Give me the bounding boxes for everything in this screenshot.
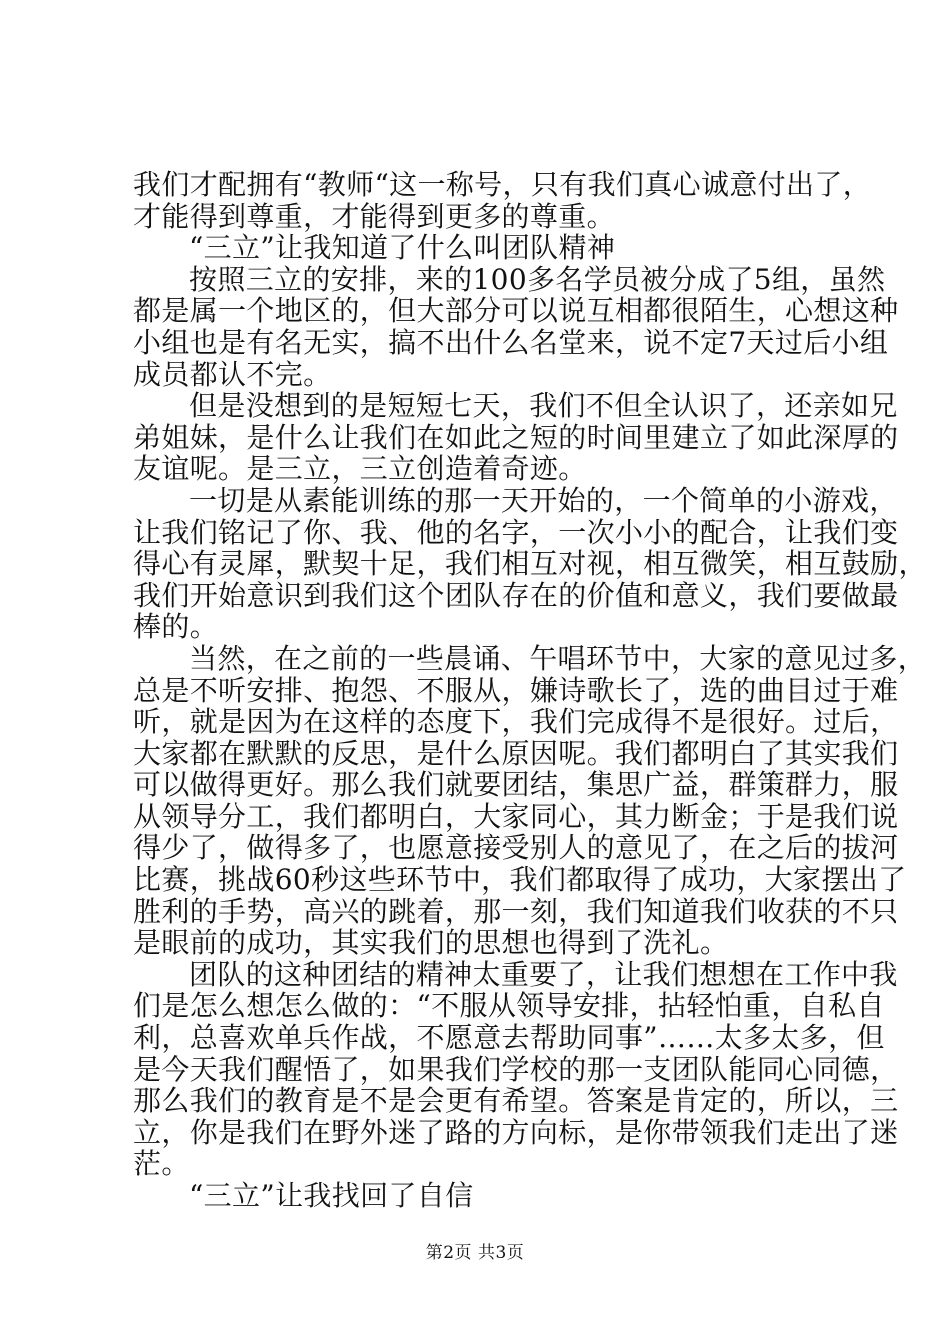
text-line: 是今天我们醒悟了，如果我们学校的那一支团队能同心同德，: [133, 1052, 899, 1086]
paragraph-first-line: “三立”让我找回了自信: [189, 1179, 474, 1212]
text-line: 我们才配拥有“教师“这一称号，只有我们真心诚意付出了，: [133, 168, 872, 201]
text-line: 比赛，挑战60秒这些环节中，我们都取得了成功，大家摆出了: [133, 863, 907, 897]
paragraph-first-line: 但是没想到的是短短七天，我们不但全认识了，还亲如兄: [189, 389, 898, 423]
paragraph-first-line: 团队的这种团结的精神太重要了，让我们想想在工作中我: [189, 957, 898, 991]
text-line: 可以做得更好。那么我们就要团结，集思广益，群策群力，服: [133, 768, 899, 802]
text-line: 弟姐妹，是什么让我们在如此之短的时间里建立了如此深厚的: [133, 420, 899, 454]
text-line: 都是属一个地区的，但大部分可以说互相都很陌生，心想这种: [133, 294, 899, 328]
page-footer: [0, 1243, 950, 1263]
paragraph-first-line: 按照三立的安排，来的100多名学员被分成了5组，虽然: [189, 262, 886, 296]
text-line: 才能得到尊重，才能得到更多的尊重。: [133, 199, 615, 233]
text-line: 得心有灵犀，默契十足，我们相互对视，相互微笑，相互鼓励，: [133, 547, 927, 581]
text-line: 得少了，做得多了，也愿意接受别人的意见了，在之后的拔河: [133, 831, 899, 865]
text-line: 立，你是我们在野外迷了路的方向标，是你带领我们走出了迷: [133, 1115, 899, 1149]
text-line: 茫。: [133, 1147, 190, 1181]
text-line: 是眼前的成功，其实我们的思想也得到了洗礼。: [133, 926, 729, 960]
text-line: 胜利的手势，高兴的跳着，那一刻，我们知道我们收获的不只: [133, 894, 899, 928]
text-line: 我们开始意识到我们这个团队存在的价值和意义，我们要做最: [133, 578, 899, 612]
text-line: 棒的。: [133, 610, 219, 644]
text-line: 从领导分工，我们都明白，大家同心，其力断金；于是我们说: [133, 799, 899, 833]
text-line: 总是不听安排、抱怨、不服从，嫌诗歌长了，选的曲目过于难: [133, 673, 899, 707]
text-line: 成员都认不完。: [133, 357, 332, 391]
document-body: [133, 168, 927, 1212]
text-line: 让我们铭记了你、我、他的名字，一次小小的配合，让我们变: [133, 515, 899, 549]
text-line: 友谊呢。是三立，三立创造着奇迹。: [133, 452, 587, 486]
paragraph-first-line: 当然，在之前的一些晨诵、午唱环节中，大家的意见过多，: [189, 641, 927, 675]
text-line: 大家都在默默的反思，是什么原因呢。我们都明白了其实我们: [133, 736, 899, 770]
text-line: 听，就是因为在这样的态度下，我们完成得不是很好。过后，: [133, 705, 899, 739]
text-line: 那么我们的教育是不是会更有希望。答案是肯定的，所以，三: [133, 1084, 899, 1118]
page-number-label: 第2页 共3页: [425, 1243, 525, 1263]
text-line: 利，总喜欢单兵作战，不愿意去帮助同事”……太多太多，但: [133, 1021, 885, 1055]
paragraph-first-line: “三立”让我知道了什么叫团队精神: [189, 231, 616, 265]
text-line: 们是怎么想怎么做的：“不服从领导安排，拈轻怕重，自私自: [133, 989, 885, 1023]
paragraph-first-line: 一切是从素能训练的那一天开始的，一个简单的小游戏，: [189, 483, 898, 517]
text-line: 小组也是有名无实，搞不出什么名堂来，说不定7天过后小组: [133, 325, 889, 359]
